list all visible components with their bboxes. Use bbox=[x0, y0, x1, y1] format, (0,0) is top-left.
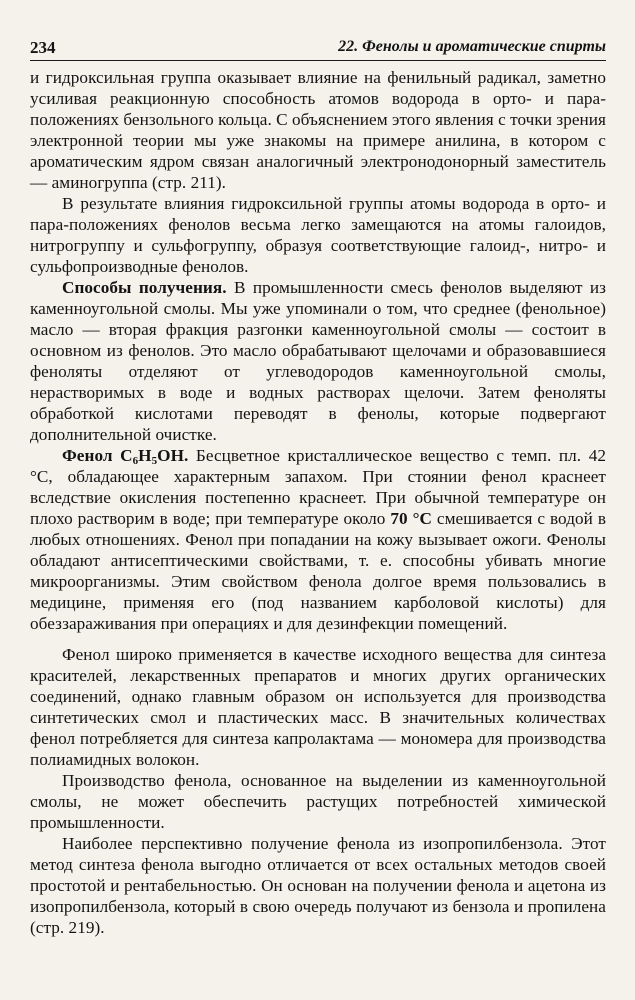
section-heading-production: Способы получения. bbox=[62, 278, 227, 297]
phenol-text-a: Бесцветное кристаллическое вещество с темп. пл. 42 °C, обладающее характерным запахом. При стоянии фенол краснеет вследствие окисления постепенно краснеет. При обычной температуре он плохо растворим в воде; при температуре около bbox=[30, 446, 606, 528]
paragraph-applications: Фенол широко применяется в качестве исходного вещества для синтеза красителей, лекарственных препаратов и многих других органических соединений, однако главным образом он используется для производства синтетических смол и пластических масс. В значительных количествах фенол потребляется для синтеза капролактама — мономера для производства полиамидных волокон. bbox=[30, 645, 606, 769]
page-header bbox=[30, 36, 606, 61]
paragraph-production-methods bbox=[30, 277, 606, 445]
paragraph-cumene-process: Наиболее перспективно получение фенола из изопропилбензола. Этот метод синтеза фенола выгодно отличается от всех остальных методов своей простотой и рентабельностью. Он основан на получении фенола и ацетона из изопропилбензола, который в свою очередь получают из бензола и пропилена (стр. 219). bbox=[30, 834, 606, 937]
paragraph-substitution: В результате влияния гидроксильной группы атомы водорода в орто- и пара-положениях фенолов весьма легко замещаются на атомы галоидов, нитрогруппу и сульфогруппу, образуя соответствующие галоид-, нитро- и сульфопроизводные фенолов. bbox=[30, 194, 606, 276]
phenol-heading: Фенол $C_6H_5OH$. bbox=[62, 446, 189, 467]
paragraph-phenol bbox=[30, 445, 606, 634]
running-head: 22. Фенолы и ароматические спирты bbox=[338, 38, 606, 55]
phenol-temperature: 70 °C bbox=[390, 509, 432, 528]
paragraph-continuation: и гидроксильная группа оказывает влияние на фенильный радикал, заметно усиливая реакционную способность атомов водорода в орто- и пара-положениях бензольного кольца. С объяснением этого явления с точки зрения электронной теории мы уже знакомы на примере анилина, в котором с ароматическим ядром связан аналогичный электронодонорный заместитель — аминогруппа (стр. 211). bbox=[30, 68, 606, 192]
phenol-text-b: смешивается с водой в любых отношениях. Фенол при попадании на кожу вызывает ожоги. Фенолы обладают антисептическими свойствами, т. е. способны убивать многие микроорганизмы. Этим свойством фенола долгое время пользовались в медицине, применяя его (под названием карболовой кислоты) для обеззараживания при операциях и для дезинфекции помещений. bbox=[30, 509, 606, 633]
book-page bbox=[30, 36, 606, 938]
page-body bbox=[30, 61, 606, 938]
paragraph-production-limits: Производство фенола, основанное на выделении из каменноугольной смолы, не может обеспечить растущих потребностей химической промышленности. bbox=[30, 771, 606, 832]
page-number: 234 bbox=[30, 38, 56, 57]
production-text: В промышленности смесь фенолов выделяют из каменноугольной смолы. Мы уже упоминали о том, что среднее (фенольное) масло — вторая фракция разгонки каменноугольной смолы — состоит в основном из фенолов. Это масло обрабатывают щелочами и образовавшиеся феноляты отделяют от углеводородов каменноугольной смолы, нерастворимых в воде и водных растворах щелочи. Затем феноляты обработкой кислотами переводят в фенолы, которые подвергают дополнительной очистке. bbox=[30, 278, 606, 444]
